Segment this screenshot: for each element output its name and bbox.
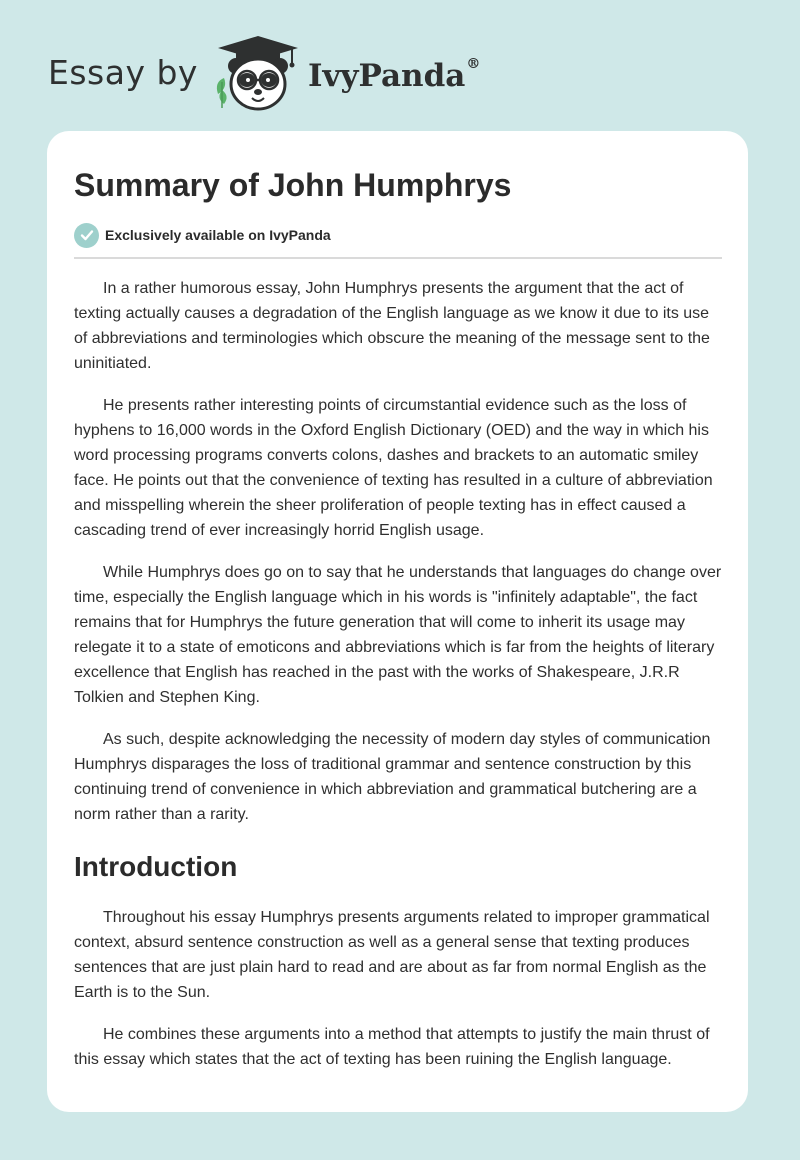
paragraph: He presents rather interesting points of circumstantial evidence such as the loss of hyphens to 16,000 words in the Oxford English Dictionary (OED) and the way in which his word processing programs converts colons, dashes and brackets to an automatic smiley face. He points out that the convenience of texting has resulted in a culture of abbreviation and misspelling wherein the sheer proliferation of people texting has in effect caused a cascading trend of ever increasingly horrid English usage. [74,397,713,539]
page-title: Summary of John Humphrys [74,167,512,203]
panda-logo-icon[interactable] [212,34,304,114]
paragraph: He combines these arguments into a method that attempts to justify the main thrust of this essay which states that the act of texting has been ruining the English language. [74,1026,710,1068]
section-heading: Introduction [74,851,238,882]
exclusive-badge [74,222,722,248]
divider [74,257,722,259]
essay-by-label: Essay by [48,52,198,92]
essay-card [47,131,748,1112]
paragraph: As such, despite acknowledging the necessity of modern day styles of communication Humphrys disparages the loss of traditional grammar and sentence construction by this continuing trend of convenience in which abbreviation and grammatical butchering are a norm rather than a rarity. [74,731,711,823]
checkmark-icon [74,223,99,248]
site-header [48,34,480,114]
paragraph: In a rather humorous essay, John Humphrys presents the argument that the act of texting actually causes a degradation of the English language as we know it due to its use of abbreviations and terminologies which obscure the meaning of the message sent to the uninitiated. [74,280,710,372]
paragraph: Throughout his essay Humphrys presents arguments related to improper grammatical context, absurd sentence construction as well as a general sense that texting produces sentences that are just plain hard to read and are about as far from normal English as the Earth is to the Sun. [74,909,710,1001]
brand-name[interactable]: IvyPanda® [307,56,481,94]
trademark-symbol: ® [466,56,481,72]
paragraph: While Humphrys does go on to say that he understands that languages do change over time, especially the English language which in his words is "infinitely adaptable", the fact remains that for Humphrys the future generation that will come to inherit its usage may relegate it to a state of emoticons and abbreviations which is far from the heights of literary excellence that English has reached in the past with the works of Shakespeare, J.R.R Tolkien and Stephen King. [74,564,722,706]
exclusive-label: Exclusively available on IvyPanda [105,227,331,243]
